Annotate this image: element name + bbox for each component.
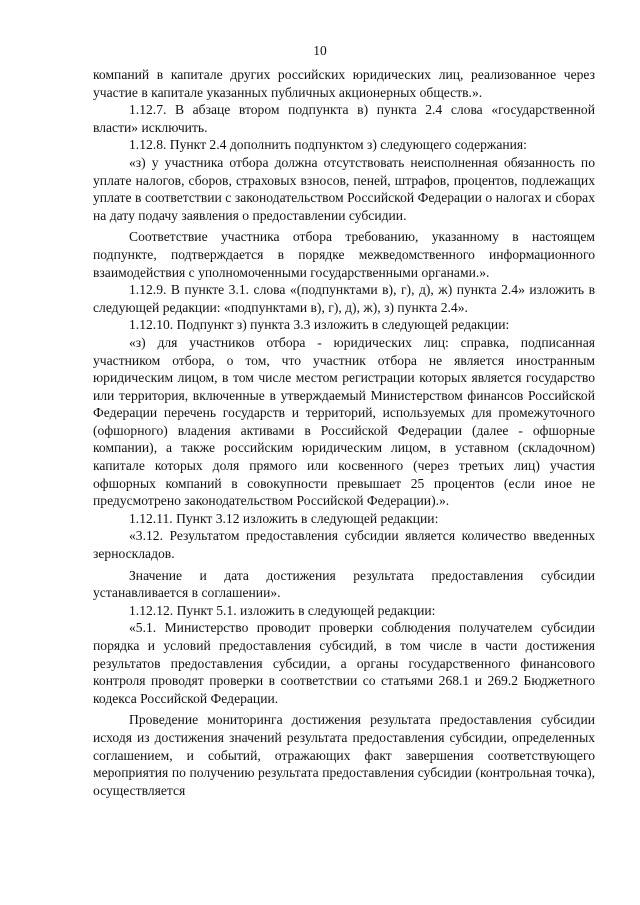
paragraph-1-12-9: 1.12.9. В пункте 3.1. слова «(подпунктами в), г), д), ж) пункта 2.4» изложить в следующей редакции: «подпунктами в), г), д), ж), з) пункта 2.4». [93, 282, 595, 315]
paragraph-3-12: «3.12. Результатом предоставления субсидии является количество введенных зерноскладов. [93, 528, 595, 562]
paragraph-1-12-8: 1.12.8. Пункт 2.4 дополнить подпунктом з) следующего содержания: [129, 137, 527, 153]
paragraph-monitoring: Проведение мониторинга достижения результата предоставления субсидии исходя из достижения значений результата предоставления субсидии, определенных соглашением, и событий, отражающих факт завершения соответствующего мероприятия по получению результата предоставления субсидии (контрольная точка), осуществляется [93, 712, 595, 798]
paragraph-1-12-10: 1.12.10. Подпункт з) пункта 3.3 изложить в следующей редакции: [129, 317, 510, 333]
paragraph-1-12-12: 1.12.12. Пункт 5.1. изложить в следующей редакции: [129, 602, 436, 618]
document-body [93, 66, 595, 799]
paragraph-result-value: Значение и дата достижения результата предоставления субсидии устанавливается в соглашении». [93, 567, 595, 601]
paragraph-legal-entities: «з) для участников отбора - юридических лиц: справка, подписанная участником отбора, о том, что участник отбора не является иностранным юридическим лицом, в том числе местом регистрации которых является государство или территория, включенные в утверждаемый Министерством финансов Российской Федерации перечень государств и территорий, используемых для промежуточного (офшорного) владения активами в Российской Федерации (далее - офшорные компании), а также российским юридическим лицом, в уставном (складочном) капитале которых доля прямого или косвенного (через третьих лиц) участия офшорных компаний в совокупности превышает 25 процентов (если иное не предусмотрено законодательством Российской Федерации).». [93, 334, 595, 509]
paragraph-1-12-7: 1.12.7. В абзаце втором подпункта в) пункта 2.4 слова «государственной власти» исключить. [93, 102, 595, 135]
paragraph-5-1: «5.1. Министерство проводит проверки соблюдения получателем субсидии порядка и условий предоставления субсидий, в том числе в части достижения результатов предоставления субсидии, а органы государственного финансового контроля проводят проверки в соответствии со статьями 268.1 и 269.2 Бюджетного кодекса Российской Федерации. [93, 620, 595, 706]
paragraph-continuation: компаний в капитале других российских юридических лиц, реализованное через участие в капитале указанных публичных акционерных обществ.». [93, 67, 595, 100]
paragraph-compliance: Соответствие участника отбора требованию, указанному в настоящем подпункте, подтверждается в порядке межведомственного информационного взаимодействия с уполномоченными государственными органами.». [93, 229, 595, 280]
page-number: 10 [313, 43, 327, 58]
paragraph-subpoint-z: «з) у участника отбора должна отсутствовать неисполненная обязанность по уплате налогов, сборов, страховых взносов, пеней, штрафов, процентов, подлежащих уплате в соответствии с законодательством Российской Федерации о налогах и сборах на дату подачу заявления о предоставлении субсидии. [93, 154, 595, 223]
paragraph-1-12-11: 1.12.11. Пункт 3.12 изложить в следующей редакции: [129, 510, 439, 526]
